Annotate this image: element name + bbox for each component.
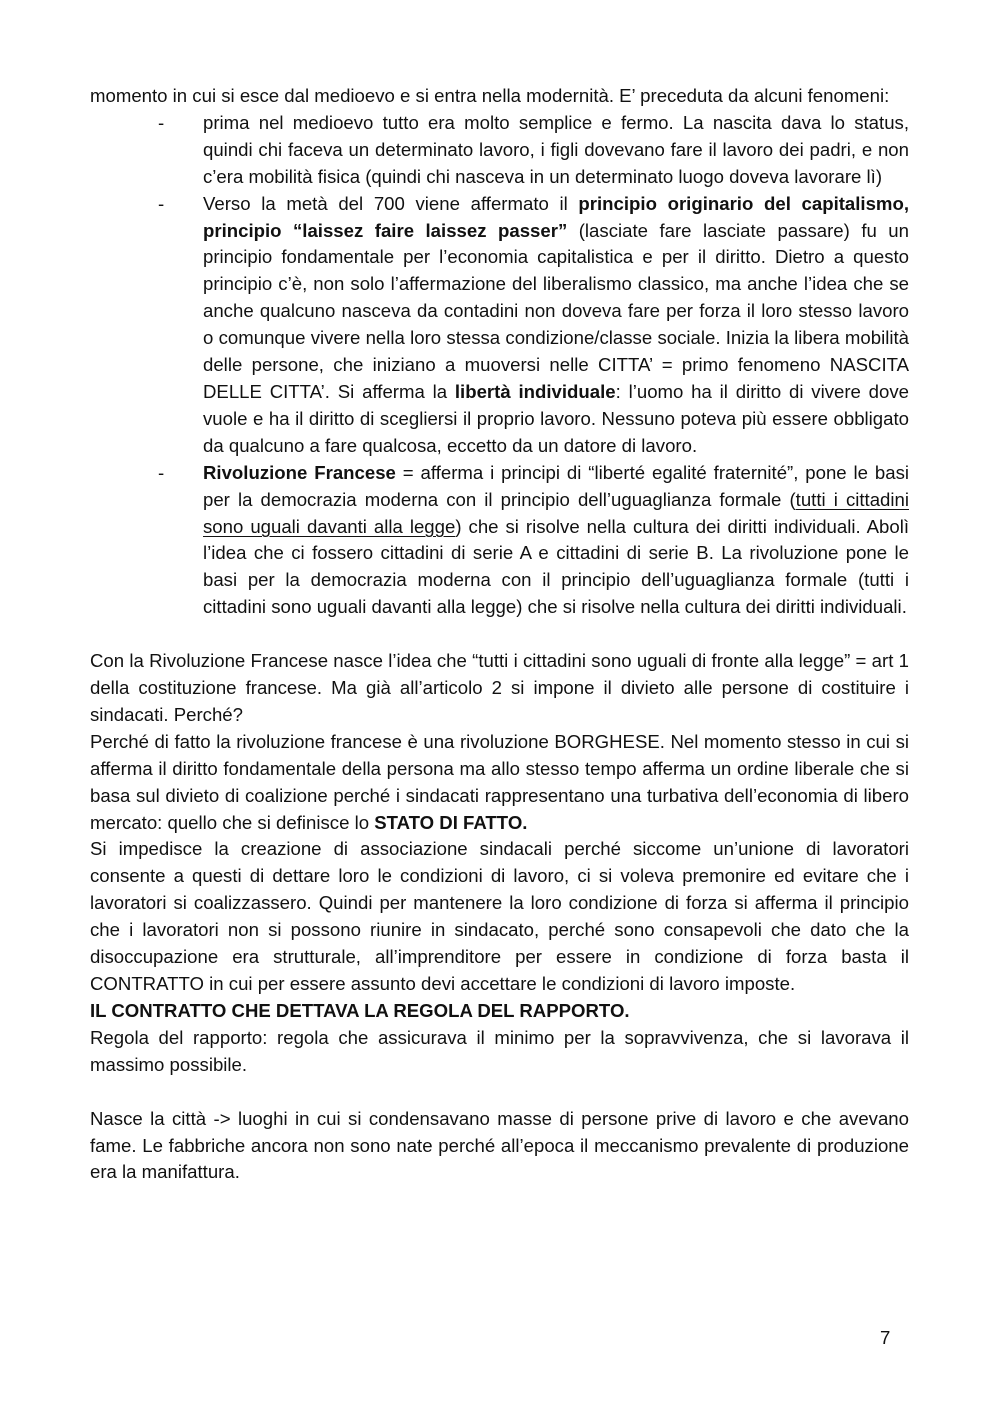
bullet-text: Verso la metà del 700 viene affermato il	[203, 192, 579, 214]
paragraph-spacer	[90, 621, 909, 648]
intro-paragraph: momento in cui si esce dal medioevo e si entra nella modernità. E’ preceduta da alcuni fenomeni:	[90, 85, 890, 106]
bold-text: libertà individuale	[454, 380, 616, 402]
heading-text: IL CONTRATTO CHE DETTAVA LA REGOLA DEL RAPPORTO.	[90, 999, 630, 1021]
paragraph: Con la Rivoluzione Francese nasce l’idea che “tutti i cittadini sono uguali di fronte alla legge” = art 1 della costituzione francese. Ma già all’articolo 2 si impone il divieto alle persone di costituire i sindacati. Perché?	[90, 650, 909, 725]
page-number: 7	[880, 1327, 891, 1348]
document-page	[90, 83, 909, 1186]
bullet-list	[90, 110, 909, 621]
underlined-text: tutti i cittadini sono uguali davanti alla legge	[203, 488, 909, 537]
bullet-text: (lasciate fare lasciate passare) fu un principio fondamentale per l’economia capitalistica e per il diritto. Dietro a questo principio c’è, non solo l’affermazione del liberalismo classico, ma anche l’idea che se anche qualcuno nasceva da contadini non doveva fare per forza il loro stesso lavoro o comunque vivere nella loro stessa condizione/classe sociale. Inizia la libera mobilità delle persone, che iniziano a muoversi nelle CITTA’ = primo fenomeno NASCITA DELLE CITTA’. Si afferma la	[203, 219, 909, 402]
bullet-text: : l’uomo ha il diritto di vivere dove vuole e ha il diritto di scegliersi il proprio lavoro. Nessuno poteva più essere obbligato da qualcuno a fare qualcosa, eccetto da un datore di lavoro.	[203, 380, 909, 456]
bullet-dash: -	[158, 192, 165, 214]
paragraph-spacer	[90, 1079, 909, 1106]
paragraph-text: Perché di fatto la rivoluzione francese è una rivoluzione BORGHESE. Nel momento stesso in cui si afferma il diritto fondamentale della persona ma allo stesso tempo afferma un ordine liberale che si basa sul divieto di coalizione perché i sindacati rappresentano una turbativa dell’economia di libero mercato: quello che si definisce lo	[90, 730, 909, 833]
bold-text: principio originario del capitalismo, principio “laissez faire laissez passer”	[203, 192, 909, 241]
bold-text: STATO DI FATTO.	[374, 811, 528, 833]
section-heading	[90, 998, 909, 1025]
list-item	[90, 191, 909, 460]
bullet-text: ) che si risolve nella cultura dei diritti individuali. Abolì l’idea che ci fossero cittadini di serie A e cittadini di serie B. La rivoluzione pone le basi per la democrazia moderna con il principio dell’uguaglianza formale (tutti i cittadini sono uguali davanti alla legge) che si risolve nella cultura dei diritti individuali.	[203, 515, 909, 618]
paragraph: Nasce la città -> luoghi in cui si condensavano masse di persone prive di lavoro e che avevano fame. Le fabbriche ancora non sono nate perché all’epoca il meccanismo prevalente di produzione era la manifattura.	[90, 1107, 909, 1183]
list-item	[90, 110, 909, 191]
paragraph: Regola del rapporto: regola che assicurava il minimo per la sopravvivenza, che si lavorava il massimo possibile.	[90, 1026, 909, 1075]
bullet-dash: -	[158, 111, 165, 133]
bullet-dash: -	[158, 461, 165, 483]
list-item	[90, 460, 909, 621]
paragraph	[90, 729, 909, 837]
bullet-text: prima nel medioevo tutto era molto semplice e fermo. La nascita dava lo status, quindi chi faceva un determinato lavoro, i figli dovevano fare il lavoro dei padri, e non c’era mobilità fisica (quindi chi nasceva in un determinato luogo doveva lavorare lì)	[203, 111, 909, 187]
bullet-text: = afferma i principi di “liberté egalité fraternité”, pone le basi per la democrazia moderna con il principio dell’uguaglianza formale (	[203, 461, 909, 510]
paragraph: Si impedisce la creazione di associazione sindacali perché siccome un’unione di lavoratori consente a questi di dettare loro le condizioni di lavoro, ci si voleva premonire ed evitare che i lavoratori si coalizzassero. Quindi per mantenere la loro condizione di forza si afferma il principio che i lavoratori non si possono riunire in sindacato, perché sono consapevoli che dato che la disoccupazione era strutturale, all’imprenditore per essere in condizione di forza basta il CONTRATTO in cui per essere assunto devi accettare le condizioni di lavoro imposte.	[90, 838, 909, 994]
bold-text: Rivoluzione Francese	[203, 461, 396, 483]
